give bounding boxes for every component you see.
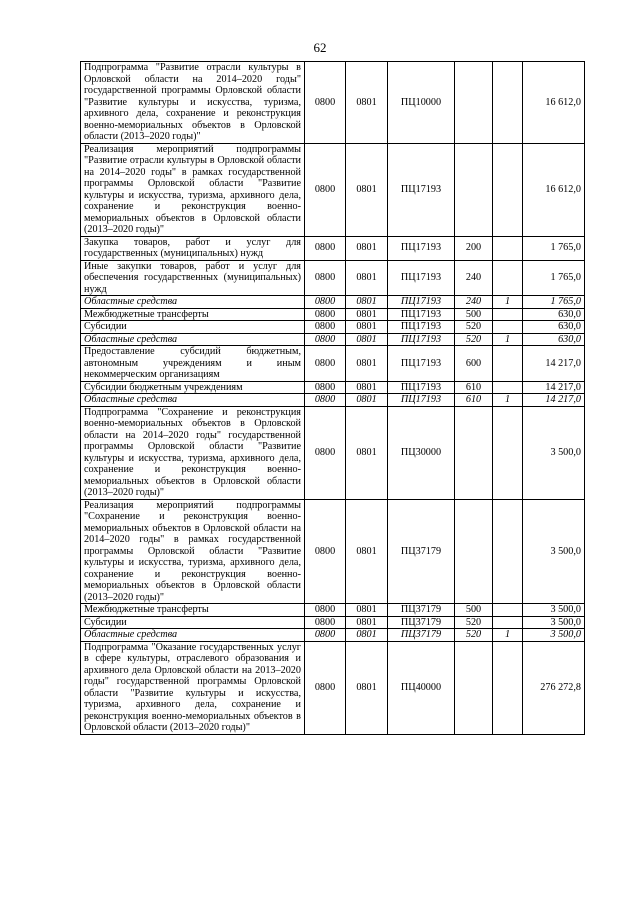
- cell-amount: 14 217,0: [523, 346, 585, 382]
- cell-amount: 1 765,0: [523, 236, 585, 260]
- cell-amount: 3 500,0: [523, 604, 585, 617]
- cell-section: 0800: [305, 143, 346, 236]
- cell-section: 0800: [305, 406, 346, 499]
- cell-section: 0800: [305, 641, 346, 734]
- table-row: [81, 62, 585, 144]
- cell-expense-type: [455, 62, 493, 144]
- table-row: [81, 346, 585, 382]
- cell-section: 0800: [305, 321, 346, 334]
- cell-funding-source: [493, 260, 523, 296]
- cell-funding-source: [493, 236, 523, 260]
- table-row: [81, 321, 585, 334]
- cell-target-article: ПЦ30000: [388, 406, 455, 499]
- cell-amount: 630,0: [523, 321, 585, 334]
- cell-expense-type: 610: [455, 381, 493, 394]
- cell-expense-type: 520: [455, 333, 493, 346]
- cell-amount: 16 612,0: [523, 62, 585, 144]
- cell-expense-type: 500: [455, 604, 493, 617]
- cell-name: Реализация мероприятий подпрограммы "Развитие отрасли культуры в Орловской области на 2014–2020 годы" в рамках государственной программы Орловской области "Развитие культуры и искусства, туризма, архивного дела, сохранение и реконструкция военно-мемориальных объектов в Орловской области (2013–2020 годы)": [81, 143, 305, 236]
- cell-funding-source: [493, 604, 523, 617]
- table-row: [81, 143, 585, 236]
- table-row: [81, 499, 585, 604]
- table-row: [81, 333, 585, 346]
- cell-funding-source: 1: [493, 394, 523, 407]
- cell-target-article: ПЦ17193: [388, 394, 455, 407]
- table-row: [81, 260, 585, 296]
- cell-expense-type: 520: [455, 616, 493, 629]
- table-row: [81, 629, 585, 642]
- cell-target-article: ПЦ17193: [388, 236, 455, 260]
- cell-name: Закупка товаров, работ и услуг для государственных (муниципальных) нужд: [81, 236, 305, 260]
- table-row: [81, 296, 585, 309]
- cell-expense-type: 240: [455, 260, 493, 296]
- cell-subsection: 0801: [346, 641, 388, 734]
- cell-target-article: ПЦ17193: [388, 308, 455, 321]
- cell-name: Областные средства: [81, 296, 305, 309]
- cell-subsection: 0801: [346, 406, 388, 499]
- cell-funding-source: 1: [493, 296, 523, 309]
- table-body: [81, 62, 585, 735]
- cell-subsection: 0801: [346, 604, 388, 617]
- cell-target-article: ПЦ37179: [388, 629, 455, 642]
- cell-name: Областные средства: [81, 394, 305, 407]
- cell-funding-source: [493, 346, 523, 382]
- cell-expense-type: [455, 406, 493, 499]
- cell-funding-source: [493, 62, 523, 144]
- cell-subsection: 0801: [346, 62, 388, 144]
- cell-funding-source: [493, 321, 523, 334]
- cell-target-article: ПЦ17193: [388, 346, 455, 382]
- cell-name: Областные средства: [81, 629, 305, 642]
- cell-section: 0800: [305, 499, 346, 604]
- cell-section: 0800: [305, 381, 346, 394]
- cell-funding-source: [493, 381, 523, 394]
- cell-subsection: 0801: [346, 308, 388, 321]
- table-row: [81, 394, 585, 407]
- cell-funding-source: [493, 143, 523, 236]
- table-row: [81, 616, 585, 629]
- cell-amount: 630,0: [523, 308, 585, 321]
- table-row: [81, 406, 585, 499]
- cell-subsection: 0801: [346, 629, 388, 642]
- cell-section: 0800: [305, 346, 346, 382]
- cell-target-article: ПЦ17193: [388, 381, 455, 394]
- cell-expense-type: 520: [455, 321, 493, 334]
- cell-target-article: ПЦ40000: [388, 641, 455, 734]
- cell-target-article: ПЦ37179: [388, 616, 455, 629]
- cell-funding-source: 1: [493, 629, 523, 642]
- cell-funding-source: [493, 616, 523, 629]
- cell-target-article: ПЦ17193: [388, 296, 455, 309]
- cell-target-article: ПЦ37179: [388, 499, 455, 604]
- cell-expense-type: 610: [455, 394, 493, 407]
- cell-subsection: 0801: [346, 616, 388, 629]
- cell-funding-source: [493, 499, 523, 604]
- cell-section: 0800: [305, 333, 346, 346]
- cell-amount: 3 500,0: [523, 629, 585, 642]
- cell-expense-type: [455, 143, 493, 236]
- cell-name: Предоставление субсидий бюджетным, автономным учреждениям и иным некоммерческим организациям: [81, 346, 305, 382]
- cell-amount: 14 217,0: [523, 394, 585, 407]
- cell-expense-type: 240: [455, 296, 493, 309]
- cell-subsection: 0801: [346, 381, 388, 394]
- cell-name: Реализация мероприятий подпрограммы "Сохранение и реконструкция военно-мемориальных объектов в Орловской области на 2014–2020 годы" в рамках государственной программы Орловской области "Развитие культуры и искусства, туризма, архивного дела, сохранение и реконструкция военно-мемориальных объектов в Орловской области (2013–2020 годы)": [81, 499, 305, 604]
- cell-subsection: 0801: [346, 321, 388, 334]
- cell-name: Межбюджетные трансферты: [81, 604, 305, 617]
- cell-funding-source: [493, 308, 523, 321]
- cell-amount: 276 272,8: [523, 641, 585, 734]
- page-number: 62: [313, 40, 327, 55]
- cell-expense-type: [455, 641, 493, 734]
- table-row: [81, 381, 585, 394]
- cell-subsection: 0801: [346, 346, 388, 382]
- cell-section: 0800: [305, 604, 346, 617]
- cell-amount: 3 500,0: [523, 616, 585, 629]
- cell-target-article: ПЦ17193: [388, 333, 455, 346]
- cell-name: Областные средства: [81, 333, 305, 346]
- cell-target-article: ПЦ10000: [388, 62, 455, 144]
- cell-subsection: 0801: [346, 333, 388, 346]
- cell-section: 0800: [305, 62, 346, 144]
- cell-name: Иные закупки товаров, работ и услуг для обеспечения государственных (муниципальных) нужд: [81, 260, 305, 296]
- cell-target-article: ПЦ37179: [388, 604, 455, 617]
- cell-target-article: ПЦ17193: [388, 260, 455, 296]
- cell-subsection: 0801: [346, 236, 388, 260]
- budget-table: [80, 61, 585, 735]
- cell-amount: 14 217,0: [523, 381, 585, 394]
- cell-subsection: 0801: [346, 394, 388, 407]
- cell-section: 0800: [305, 260, 346, 296]
- cell-funding-source: [493, 406, 523, 499]
- cell-name: Субсидии: [81, 321, 305, 334]
- table-row: [81, 604, 585, 617]
- cell-subsection: 0801: [346, 260, 388, 296]
- cell-section: 0800: [305, 296, 346, 309]
- cell-expense-type: 600: [455, 346, 493, 382]
- cell-section: 0800: [305, 308, 346, 321]
- cell-section: 0800: [305, 616, 346, 629]
- cell-amount: 1 765,0: [523, 260, 585, 296]
- cell-expense-type: 200: [455, 236, 493, 260]
- cell-section: 0800: [305, 236, 346, 260]
- cell-amount: 1 765,0: [523, 296, 585, 309]
- cell-subsection: 0801: [346, 499, 388, 604]
- cell-funding-source: 1: [493, 333, 523, 346]
- cell-name: Субсидии: [81, 616, 305, 629]
- table-row: [81, 236, 585, 260]
- cell-amount: 3 500,0: [523, 499, 585, 604]
- cell-section: 0800: [305, 629, 346, 642]
- cell-section: 0800: [305, 394, 346, 407]
- cell-subsection: 0801: [346, 143, 388, 236]
- cell-name: Субсидии бюджетным учреждениям: [81, 381, 305, 394]
- cell-name: Межбюджетные трансферты: [81, 308, 305, 321]
- cell-expense-type: 500: [455, 308, 493, 321]
- cell-amount: 3 500,0: [523, 406, 585, 499]
- cell-name: Подпрограмма "Сохранение и реконструкция военно-мемориальных объектов в Орловской области на 2014–2020 годы" государственной программы Орловской области "Развитие культуры и искусства, туризма, архивного дела, сохранение и реконструкция военно-мемориальных объектов в Орловской области (2013–2020 годы)": [81, 406, 305, 499]
- cell-funding-source: [493, 641, 523, 734]
- table-row: [81, 641, 585, 734]
- cell-amount: 16 612,0: [523, 143, 585, 236]
- table-row: [81, 308, 585, 321]
- cell-target-article: ПЦ17193: [388, 143, 455, 236]
- cell-target-article: ПЦ17193: [388, 321, 455, 334]
- cell-name: Подпрограмма "Оказание государственных услуг в сфере культуры, отраслевого образования и архивного дела Орловской области на 2013–2020 годы" государственной программы Орловской области "Развитие культуры и искусства, туризма, архивного дела, сохранение и реконструкция военно-мемориальных объектов в Орловской области (2013–2020 годы)": [81, 641, 305, 734]
- cell-amount: 630,0: [523, 333, 585, 346]
- cell-name: Подпрограмма "Развитие отрасли культуры в Орловской области на 2014–2020 годы" государственной программы Орловской области "Развитие культуры и искусства, туризма, архивного дела, сохранение и реконструкция военно-мемориальных объектов в Орловской области (2013–2020 годы)": [81, 62, 305, 144]
- cell-expense-type: 520: [455, 629, 493, 642]
- cell-expense-type: [455, 499, 493, 604]
- cell-subsection: 0801: [346, 296, 388, 309]
